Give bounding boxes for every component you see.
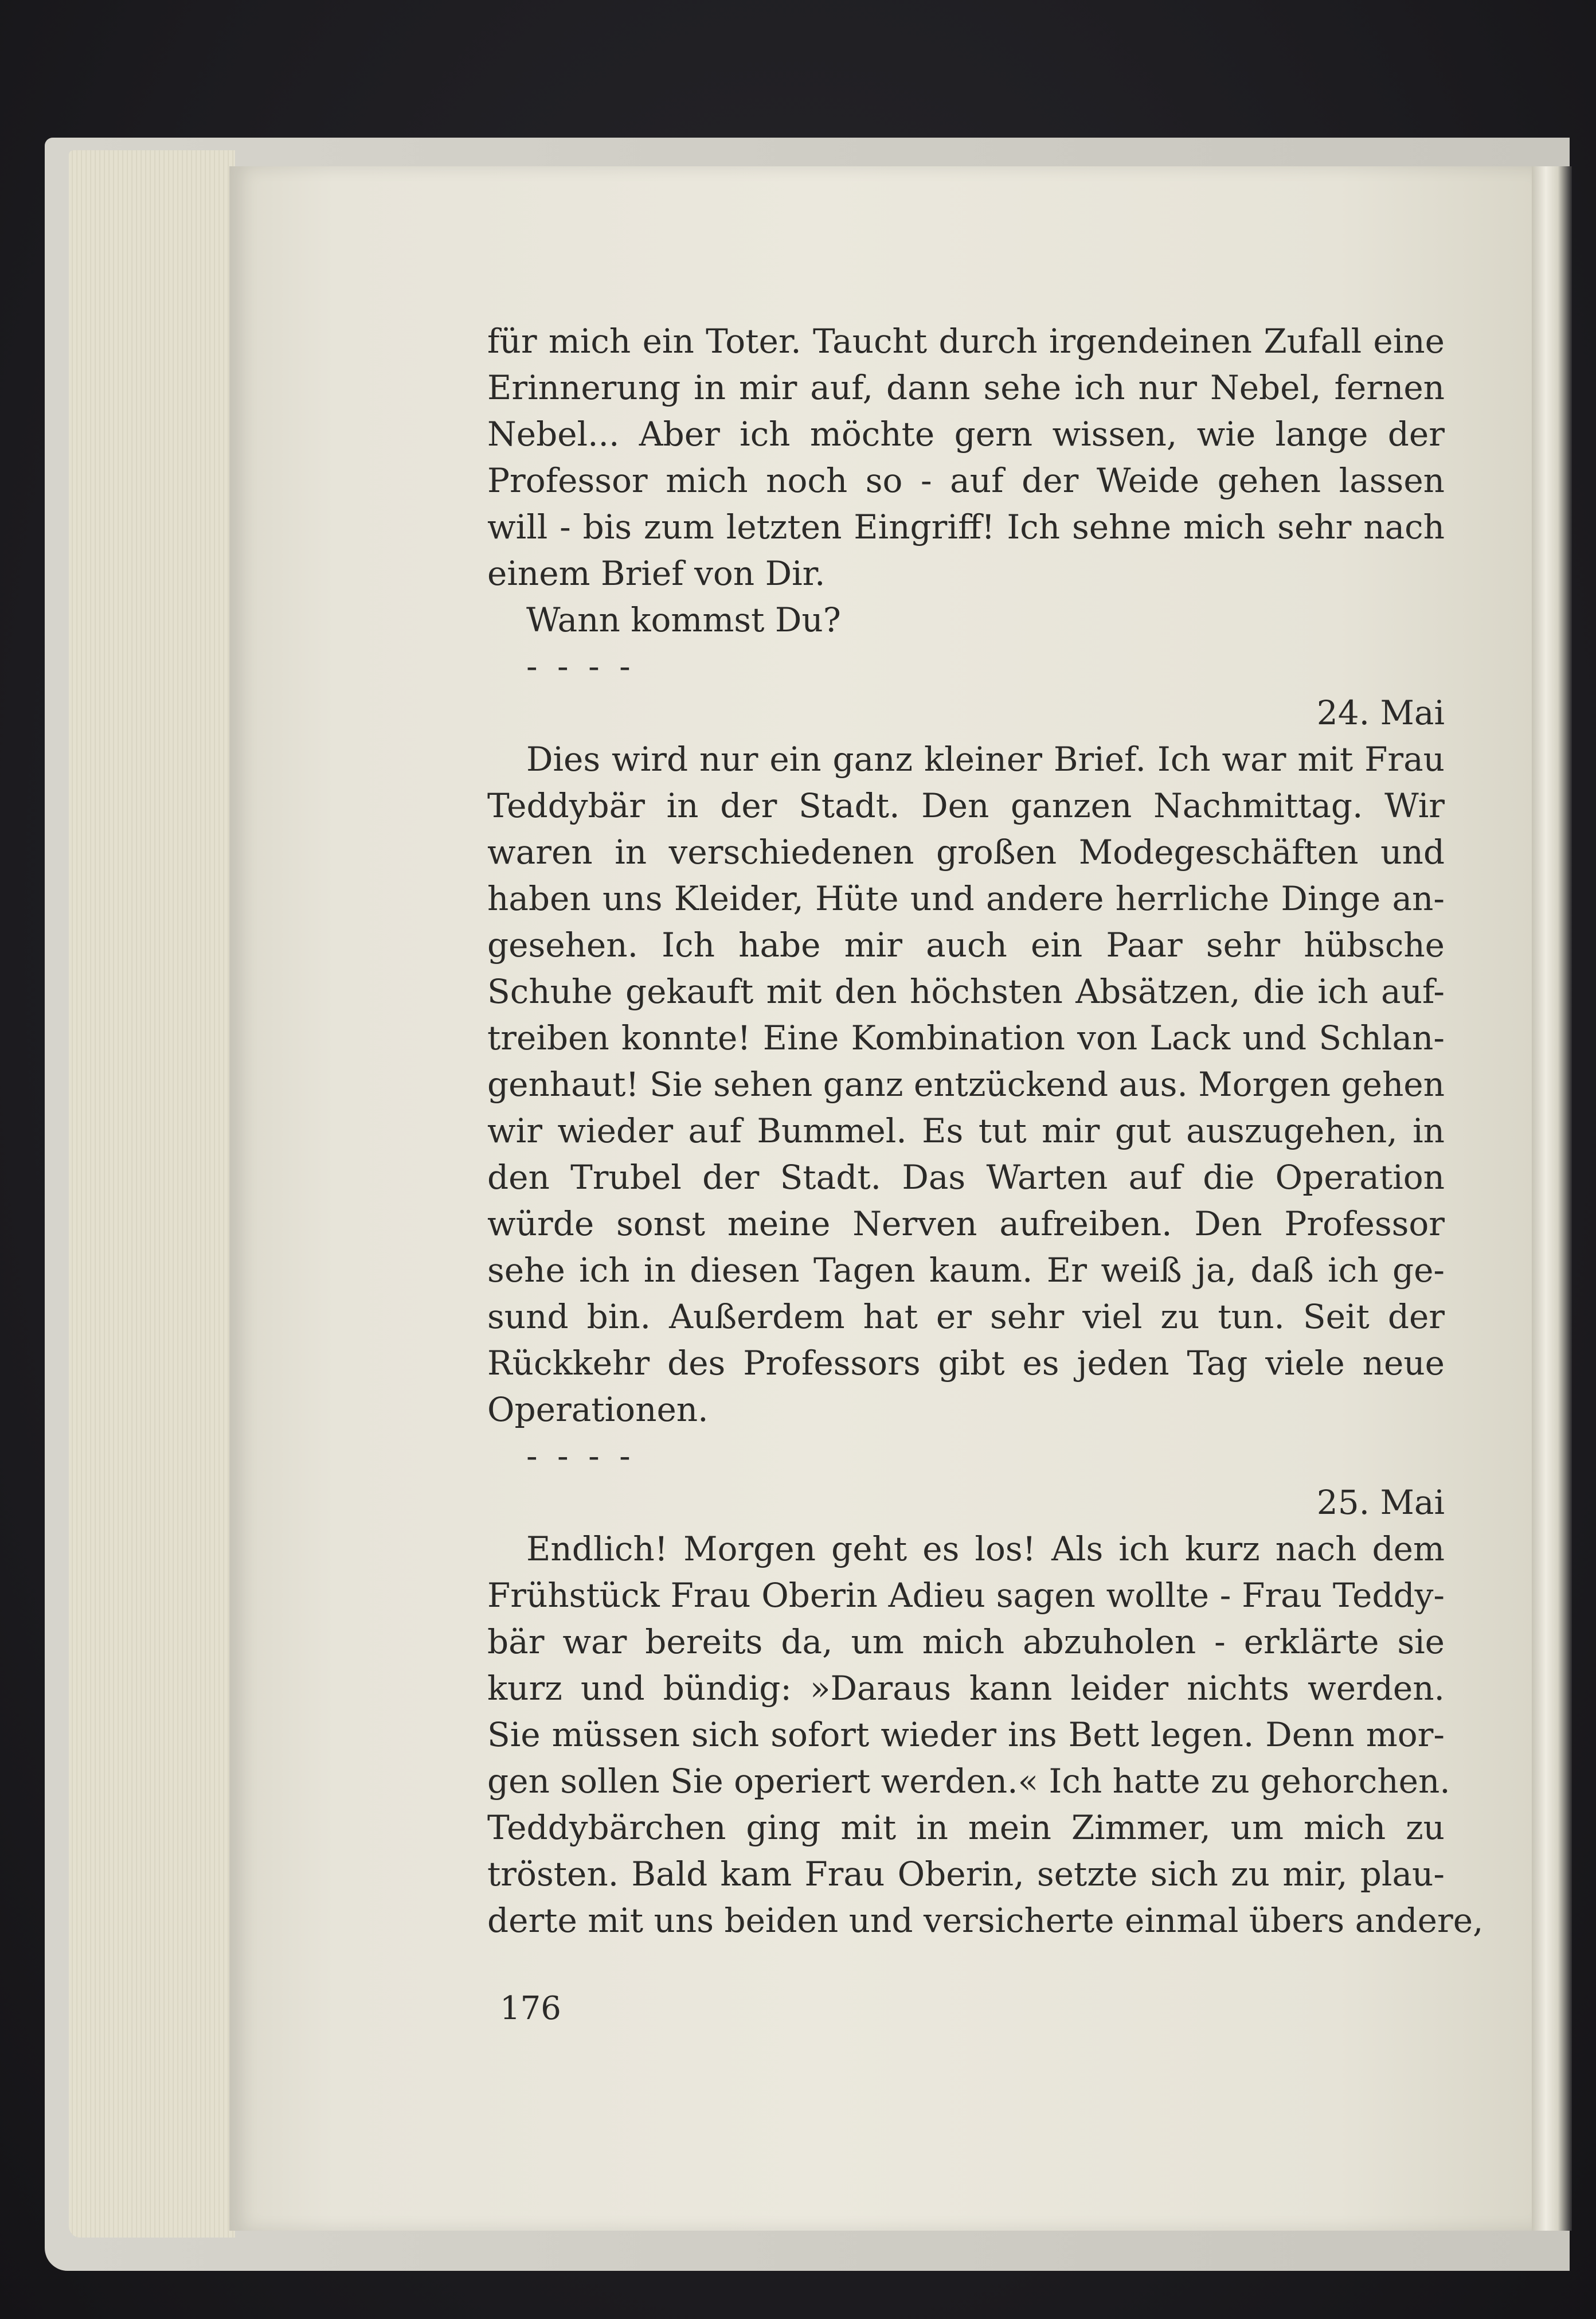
page-text: [487, 318, 1484, 1944]
text-line: Erinnerung in mir auf, dann sehe ich nur Nebel, fernen: [487, 368, 1445, 407]
text-line: Wann kommst Du?: [526, 600, 841, 639]
text-line: genhaut! Sie sehen ganz entzückend aus. Morgen gehen: [487, 1065, 1445, 1104]
text-line: einem Brief von Dir.: [487, 554, 826, 593]
text-line: Rückkehr des Professors gibt es jeden Tag viele neue: [487, 1344, 1445, 1383]
text-line: haben uns Kleider, Hüte und andere herrliche Dinge an-: [487, 879, 1445, 918]
text-line: bär war bereits da, um mich abzuholen - erklärte sie: [487, 1622, 1445, 1661]
text-line: kurz und bündig: »Daraus kann leider nichts werden.: [487, 1669, 1445, 1708]
text-line: Professor mich noch so - auf der Weide gehen lassen: [487, 461, 1445, 500]
page-number: 176: [500, 1990, 561, 2027]
text-line: gesehen. Ich habe mir auch ein Paar sehr hübsche: [487, 926, 1445, 965]
text-line: will - bis zum letzten Eingriff! Ich sehne mich sehr nach: [487, 507, 1445, 546]
text-line: würde sonst meine Nerven aufreiben. Den Professor: [487, 1204, 1445, 1243]
text-line: trösten. Bald kam Frau Oberin, setzte sich zu mir, plau-: [487, 1855, 1445, 1894]
book-gutter: [1532, 166, 1572, 2231]
text-line: treiben konnte! Eine Kombination von Lack und Schlan-: [487, 1018, 1445, 1057]
text-line: Schuhe gekauft mit den höchsten Absätzen, die ich auf-: [487, 972, 1445, 1011]
diary-date: 24. Mai: [1316, 693, 1445, 732]
text-line: gen sollen Sie operiert werden.« Ich hatte zu gehorchen.: [487, 1762, 1450, 1801]
diary-date: 25. Mai: [1316, 1483, 1445, 1522]
text-line: Dies wird nur ein ganz kleiner Brief. Ich war mit Frau: [526, 740, 1445, 779]
text-line: Frühstück Frau Oberin Adieu sagen wollte - Frau Teddy-: [487, 1576, 1445, 1615]
text-line: Teddybär in der Stadt. Den ganzen Nachmittag. Wir: [487, 786, 1445, 825]
text-line: derte mit uns beiden und versicherte einmal übers andere,: [487, 1901, 1484, 1940]
text-line: Endlich! Morgen geht es los! Als ich kurz nach dem: [526, 1529, 1445, 1568]
page-edges: [69, 150, 235, 2238]
text-line: sehe ich in diesen Tagen kaum. Er weiß ja, daß ich ge-: [487, 1251, 1445, 1290]
section-separator: - - - -: [526, 647, 635, 686]
text-line: wir wieder auf Bummel. Es tut mir gut auszugehen, in: [487, 1111, 1445, 1150]
text-line: sund bin. Außerdem hat er sehr viel zu tun. Seit der: [487, 1297, 1445, 1336]
text-line: Operationen.: [487, 1390, 709, 1429]
text-line: für mich ein Toter. Taucht durch irgendeinen Zufall eine: [487, 322, 1445, 361]
text-line: waren in verschiedenen großen Modegeschäften und: [487, 833, 1445, 872]
text-line: den Trubel der Stadt. Das Warten auf die Operation: [487, 1158, 1445, 1197]
text-line: Sie müssen sich sofort wieder ins Bett legen. Denn mor-: [487, 1715, 1445, 1754]
text-line: Nebel... Aber ich möchte gern wissen, wie lange der: [487, 415, 1445, 454]
text-line: Teddybärchen ging mit in mein Zimmer, um mich zu: [487, 1808, 1445, 1847]
section-separator: - - - -: [526, 1436, 635, 1475]
